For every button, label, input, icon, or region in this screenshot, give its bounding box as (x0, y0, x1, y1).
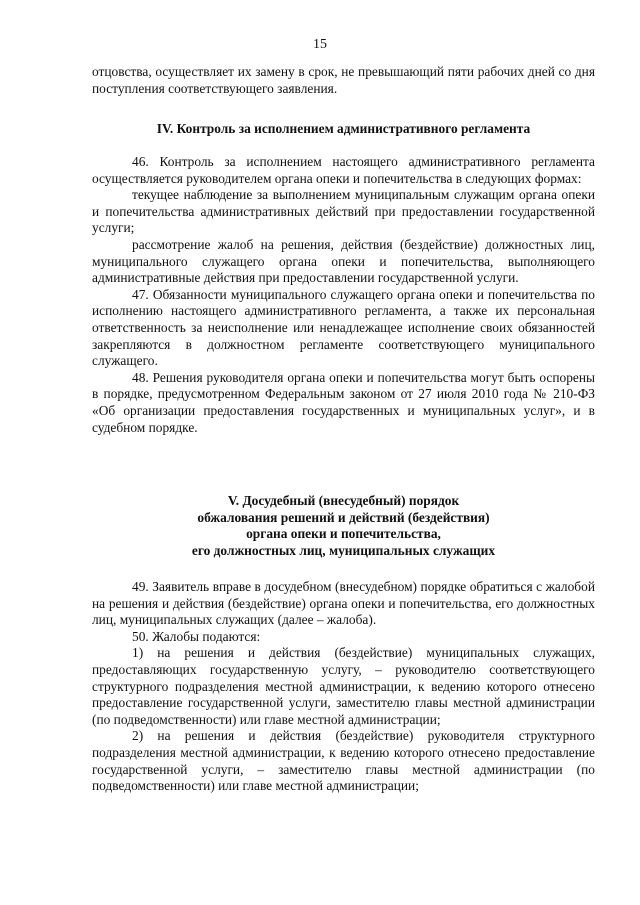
paragraph-49: 49. Заявитель вправе в досудебном (внесудебном) порядке обратиться с жалобой на решения и действия (бездействие) органа опеки и попечительства, его должностных лиц, муниципальных служащих (далее – жалоба). (92, 579, 595, 628)
paragraph-50-item-2: 2) на решения и действия (бездействие) руководителя структурного подразделения местной администрации, к ведению которого отнесено предоставление государственной услуги, – заместителю главы местной администрации (по подведомственности) или главе местной администрации; (92, 728, 595, 794)
section-heading: IV. Контроль за исполнением административного регламента (156, 121, 531, 136)
section-5-body (92, 579, 595, 795)
section-4-heading (92, 121, 595, 138)
lead-paragraph (92, 64, 595, 97)
section-heading-line: V. Досудебный (внесудебный) порядок (227, 493, 460, 508)
section-heading-line: обжалования решений и действий (бездействия) (197, 509, 490, 525)
section-heading-line: его должностных лиц, муниципальных служащих (191, 542, 496, 558)
paragraph-46: 46. Контроль за исполнением настоящего административного регламента осуществляется руководителем органа опеки и попечительства в следующих формах: (92, 154, 595, 186)
paragraph-50-item-1: 1) на решения и действия (бездействие) муниципальных служащих, предоставляющих государственную услугу, – руководителю соответствующего структурного подразделения местной администрации, к ведению которого отнесено предоставление государственной услуги, заместителю главы местной администрации (по подведомственности) или главе местной администрации; (92, 645, 595, 727)
paragraph-50: 50. Жалобы подаются: (132, 628, 261, 644)
paragraph-46-form-2: рассмотрение жалоб на решения, действия (бездействие) должностных лиц, муниципального служащего органа опеки и попечительства, выполняющего административные действия при предоставлении государственной услуги. (92, 236, 595, 286)
paragraph: отцовства, осуществляет их замену в срок, не превышающий пяти рабочих дней со дня поступления соответствующего заявления. (92, 64, 595, 96)
page-number: 15 (313, 37, 327, 52)
section-5-heading (92, 493, 595, 559)
paragraph-47: 47. Обязанности муниципального служащего органа опеки и попечительства по исполнению настоящего административного регламента, а также их персональная ответственность за неисполнение или ненадлежащее исполнение своих обязанностей закрепляются в должностном регламенте соответствующего муниципального служащего. (92, 286, 595, 369)
paragraph-46-form-1: текущее наблюдение за выполнением муниципальным служащим органа опеки и попечительства административных действий при предоставлении государственной услуги; (92, 187, 595, 236)
paragraph-48: 48. Решения руководителя органа опеки и попечительства могут быть оспорены в порядке, предусмотренном Федеральным законом от 27 июля 2010 года № 210-ФЗ «Об организации предоставления государственных и муниципальных услуг», и в судебном порядке. (92, 369, 595, 435)
section-heading-line: органа опеки и попечительства, (246, 526, 441, 542)
section-4-body (92, 154, 595, 436)
